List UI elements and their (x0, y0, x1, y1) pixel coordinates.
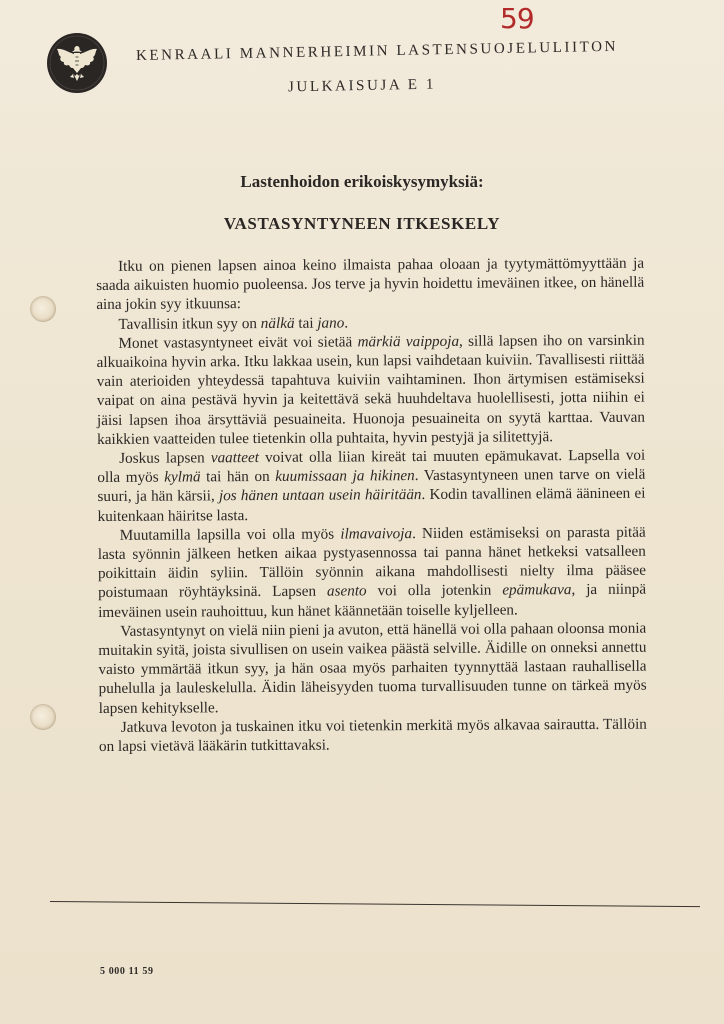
paragraph (98, 619, 647, 718)
emphasis: jos hänen untaan usein häiritään (218, 486, 422, 505)
emphasis: ilmavaivoja (340, 524, 413, 543)
text-run: Itku on pienen lapsen ainoa keino ilmaista pahaa oloaan ja tyytymättömyyttään ja saada aikuisten huomio puoleensa. Jos terve ja hyvin hoidettu imeväinen itkee, on hänellä aina jokin syy itkuunsa: (96, 254, 645, 314)
eagle-emblem-icon (46, 32, 108, 94)
document-subtitle: Lastenhoidon erikoiskysymyksiä: (240, 172, 484, 191)
emphasis: nälkä (260, 314, 295, 332)
text-run: Jatkuva levoton ja tuskainen itku voi tietenkin merkitä myös alkavaa sairautta. Tällöin on lapsi vietävä lääkärin tutkittavaksi. (98, 715, 647, 756)
text-run: Vastasyntynyt on vielä niin pieni ja avuton, että hänellä voi olla pahaan oloonsa monia muitakin syitä, joista sivullisen on usein vaikea päästä selville. Äidille on onneksi annettu vaisto ymmärtää itkun syy, ja hän osaa myös parhaiten tyynnyttää lastaan rauhallisella puhelulla ja lauleskelulla. Äidin läheisyyden tuoma turvallisuuden tunne on tärkeä myös lapsen kehitykselle. (98, 619, 647, 717)
text-run: voivat olla liian kireät tai muuten epämukavat. Lapsella voi olla myös (97, 446, 646, 487)
text-run: , sillä lapsen iho on varsinkin alkuaikoina hyvin arka. Itku lakkaa usein, kun lapsi vaihdetaan kuiviin. Tavallisesti riittää vain aterioiden yhteydessä tapahtuva kuiviin vaihtaminen. Ihon ärtymisen estämiseksi vaipat on aina pestävä hyvin ja keitettävä sekä huuhdeltava huolellisesti, jotta niihin ei jäisi lapsen ihoa ärsyttäviä pesuaineita. Huonoja pesuaineita on syytä karttaa. Vauvan kaikkien vaatteiden tulee tietenkin olla puhtaita, hyvin pestyjä ja silitettyjä. (96, 331, 646, 448)
paragraph (99, 715, 647, 757)
text-run: Monet vastasyntyneet eivät voi sietää (118, 333, 358, 352)
punch-hole (30, 704, 56, 730)
footer-divider (50, 901, 700, 907)
paragraph (98, 522, 647, 621)
text-run: Tavallisin itkun syy on (118, 314, 261, 333)
text-run: . Niiden estämiseksi on parasta pitää lasta syönnin jälkeen hetken aikaa pystyasennossa tai panna hänet hetkeksi vatsalleen poikittain äidin syliin. Tällöin syönnin aikana mahdollisesti nielty ilma pääsee poistumaan röyhtäyksinä. Lapsen (97, 523, 646, 602)
text-run: , ja niinpä imeväinen usein rauhoittuu, kun hänet käännetään toiselle kyljelleen. (98, 581, 647, 621)
text-run: tai hän on (200, 468, 276, 486)
emphasis: vaatteet (210, 449, 259, 467)
publisher-name: KENRAALI MANNERHEIMIN LASTENSUOJELULIITON (135, 38, 619, 64)
paragraph (96, 330, 645, 449)
handwritten-page-number: 59 (500, 2, 534, 35)
emphasis: märkiä vaippoja (357, 332, 460, 351)
text-run: voi olla jotenkin (366, 581, 503, 600)
paragraph (97, 446, 645, 526)
text-run: . Kodin tavallinen elämä äänineen ei kuitenkaan häiritse lasta. (97, 485, 646, 525)
paragraph (96, 254, 644, 315)
document-title: VASTASYNTYNEEN ITKESKELY (223, 214, 501, 233)
text-run: . Vastasyntyneen unen tarve on vielä suuri, ja hän kärsii, (97, 465, 646, 506)
text-run: Muutamilla lapsilla voi olla myös (119, 525, 341, 544)
emphasis: kuumissaan ja hikinen (275, 467, 415, 486)
emphasis: jano (317, 314, 345, 332)
print-code: 5 000 11 59 (100, 966, 154, 977)
emphasis: epämukava (502, 581, 572, 599)
punch-hole (30, 296, 56, 322)
emphasis: asento (326, 582, 367, 601)
publication-series: JULKAISUJA E 1 (287, 76, 437, 96)
text-run: tai (294, 314, 318, 332)
text-run: Joskus lapsen (119, 449, 211, 467)
body-text (96, 254, 647, 757)
text-run: . (344, 314, 349, 332)
emphasis: kylmä (164, 468, 201, 486)
